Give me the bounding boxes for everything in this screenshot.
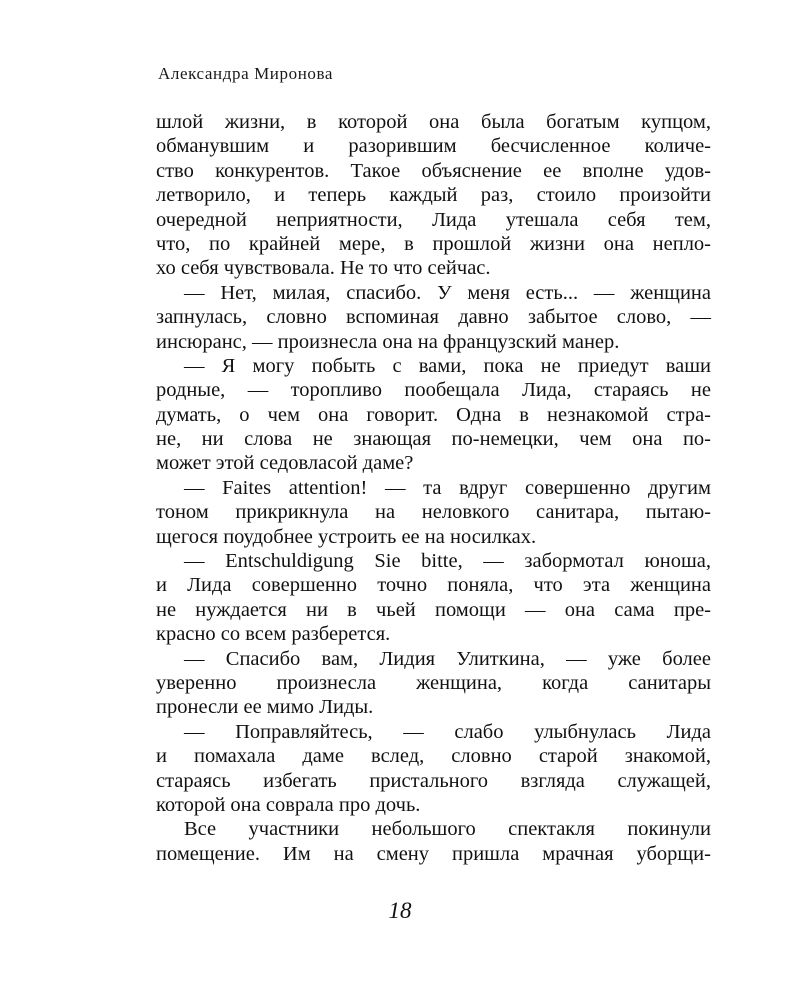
text-line: родные, — торопливо пообещала Лида, стараясь не [156, 379, 711, 402]
text-line: — Faites attention! — та вдруг совершенно другим [184, 476, 711, 499]
text-line: тоном прикрикнула на неловкого санитара, пытаю- [156, 501, 711, 524]
text-line: которой она соврала про дочь. [156, 793, 421, 816]
text-line: Все участники небольшого спектакля покинули [184, 818, 711, 841]
text-line: помещение. Им на смену пришла мрачная уборщи- [156, 842, 711, 865]
page-number: 18 [388, 898, 412, 923]
text-line: обманувшим и разорившим бесчисленное количе- [156, 135, 711, 158]
text-line: пронесли ее мимо Лиды. [156, 696, 374, 719]
text-line: — Нет, милая, спасибо. У меня есть... — женщина [184, 281, 711, 304]
text-line: щегося поудобнее устроить ее на носилках. [156, 525, 537, 548]
text-line: — Entschuldigung Sie bitte, — забормотал юноша, [184, 550, 711, 573]
text-line: — Поправляйтесь, — слабо улыбнулась Лида [184, 720, 711, 743]
text-line: не, ни слова не знающая по-немецки, чем она по- [156, 428, 711, 451]
text-line: и помахала даме вслед, словно старой знакомой, [156, 745, 711, 768]
text-line: и Лида совершенно точно поняла, что эта женщина [156, 574, 711, 597]
text-line: красно со всем разберется. [156, 623, 391, 646]
text-line: запнулась, словно вспоминая давно забытое слово, — [156, 306, 711, 329]
text-line: — Спасибо вам, Лидия Улиткина, — уже более [184, 647, 711, 670]
text-line: думать, о чем она говорит. Одна в незнакомой стра- [156, 403, 711, 426]
text-line: может этой седовласой даме? [156, 452, 414, 475]
text-line: — Я могу побыть с вами, пока не приедут ваши [184, 354, 711, 377]
text-line: не нуждается ни в чьей помощи — она сама пре- [156, 598, 711, 621]
text-line: очередной неприятности, Лида утешала себя тем, [156, 208, 711, 231]
text-line: инсюранс, — произнесла она на французский манер. [156, 330, 620, 353]
text-line: стараясь избегать пристального взгляда служащей, [156, 769, 711, 792]
body-text [156, 110, 711, 866]
text-line: шлой жизни, в которой она была богатым купцом, [156, 111, 711, 133]
text-line: уверенно произнесла женщина, когда санитары [156, 671, 711, 694]
text-line: хо себя чувствовала. Не то что сейчас. [156, 257, 491, 280]
running-head: Александра Миронова [158, 64, 334, 83]
text-line: летворило, и теперь каждый раз, стоило произойти [156, 184, 711, 207]
text-line: ство конкурентов. Такое объяснение ее вполне удов- [156, 159, 711, 182]
text-line: что, по крайней мере, в прошлой жизни она непло- [156, 232, 711, 255]
